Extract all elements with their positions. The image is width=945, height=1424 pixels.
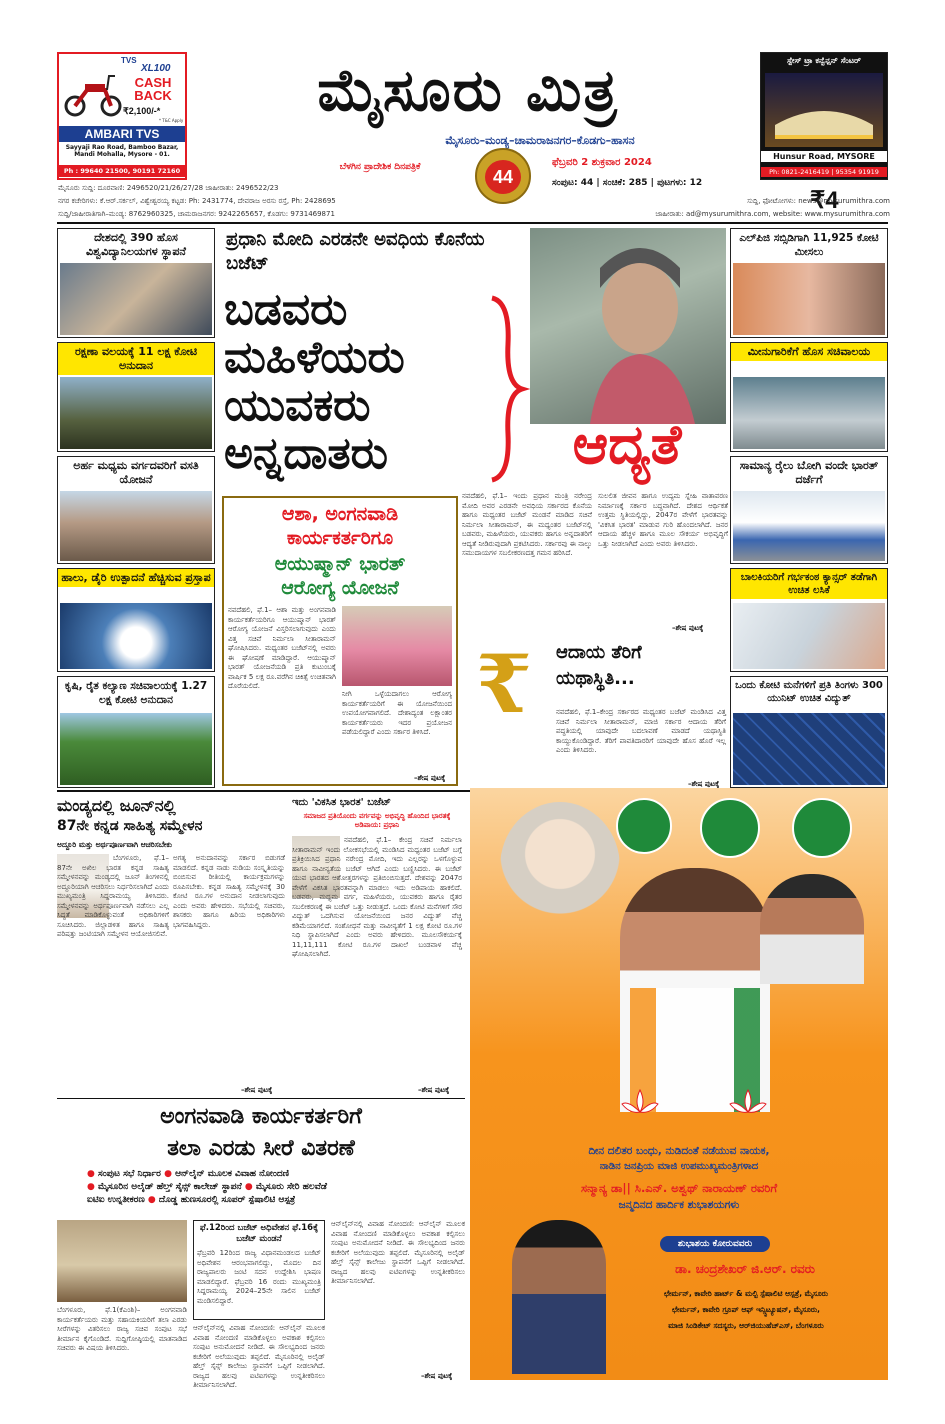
right-headline-5: ಒಂದು ಕೋಟಿ ಮನೆಗಳಿಗೆ ಪ್ರತಿ ತಿಂಗಳು 300 ಯುನಿಟ್ ಉಚಿತ ವಿದ್ಯುತ್ bbox=[735, 680, 883, 704]
tvs-model: XL100 bbox=[141, 63, 171, 74]
anniversary-number: 44 bbox=[485, 160, 521, 194]
viksit-subhead: ಸಮಾಜದ ಪ್ರತಿಯೊಂದು ವರ್ಗವನ್ನು ಅಭಿವೃದ್ಧಿ ಹೊಂದಿದ ಭಾರತಕ್ಕೆ ಅಡಿಪಾಯ: ಪ್ರಧಾನಿ bbox=[303, 812, 451, 829]
viksit-story[interactable] bbox=[292, 796, 462, 1096]
right-story-3[interactable] bbox=[730, 456, 888, 564]
saree-headline-2: ತಲಾ ಎರಡು ಸೀರೆ ವಿತರಣೆ bbox=[167, 1136, 355, 1161]
lead-kicker: ಪ್ರಧಾನಿ ಮೋದಿ ಎರಡನೇ ಅವಧಿಯ ಕೊನೆಯ ಬಜೆಟ್ bbox=[226, 229, 485, 274]
contact-line-3: ಸುದ್ದಿ/ಜಾಹೀರಾತಿಗಾಗಿ–ಮಂಡ್ಯ: 8762960325, ಚಾಮರಾಜನಗರ: 9242265657, ಕೊಡಗು: 9731469871 bbox=[58, 210, 335, 218]
left-headline-2: ರಕ್ಷಣಾ ವಲಯಕ್ಕೆ 11 ಲಕ್ಷ ಕೋಟಿ ಅನುದಾನ bbox=[58, 343, 214, 375]
finance-minister-photo bbox=[530, 228, 726, 424]
sahitya-subhead: ಅದ್ದೂರಿ ಮತ್ತು ಅರ್ಥಪೂರ್ಣವಾಗಿ ಆಚರಿಸಬೇಕು bbox=[57, 840, 173, 849]
milk-splash-photo bbox=[60, 603, 212, 669]
asha-line-1: ಆಶಾ, ಅಂಗನವಾಡಿ bbox=[281, 503, 399, 525]
left-headline-3: ಅರ್ಹ ಮಧ್ಯಮ ವರ್ಗದವರಿಗೆ ವಸತಿ ಯೋಜನೆ bbox=[73, 459, 199, 486]
lead-headline bbox=[224, 286, 494, 478]
convention-phone: Ph: 0821-2416419 | 95354 91919 bbox=[761, 167, 887, 177]
bullet-4: ಮೈಸೂರು ಸೇರಿ ಹಲವೆಡೆ bbox=[255, 1182, 327, 1192]
convention-photo bbox=[765, 73, 883, 147]
lead-body-1: ನವದೆಹಲಿ, ಫೆ.1– ಇಂದು ಪ್ರಧಾನ ಮಂತ್ರಿ ನರೇಂದ್ರ ಮೋದಿ ಅವರ ಎರಡನೇ ಅವಧಿಯ ಸರ್ಕಾರದ ಕೊನೆಯ ಹಾಗೂ ಮಧ್ಯಂತರ ಬಜೆಟ್ ಮಂಡನೆ ಮಾಡಿದ ಸಚಿವೆ ನಿರ್ಮಲಾ ಸೀತಾರಾಮನ್, ಈ ಮಧ್ಯಂತರ ಬಜೆಟ್‌ನಲ್ಲಿ ಬಡವರು, ಮಹಿಳೆಯರು, ಯುವಕರು ಹಾಗೂ ಅನ್ನದಾತರಿಗೆ ಆದ್ಯತೆ ನೀಡಿರುವುದಾಗಿ ಪ್ರಕಟಿಸಿದರು. ಸರ್ಕಾರವು ಈ ನಾಲ್ಕು ಸಮುದಾಯಗಳ ಸಬಲೀಕರಣದತ್ತ ಗಮನ ಹರಿಸಿದೆ. bbox=[462, 492, 592, 557]
convention-center-ad[interactable] bbox=[760, 52, 888, 180]
lpg-cylinder-photo bbox=[733, 263, 885, 335]
left-story-4[interactable] bbox=[57, 568, 215, 672]
budget-session-box[interactable] bbox=[193, 1220, 325, 1320]
sahitya-more[interactable]: –ಶೇಷ ಪುಟಕ್ಕೆ bbox=[241, 1086, 273, 1094]
convention-title: ಸ್ಪೇಸ್ ಟ್ರಾ ಕನ್ವೆನ್ಷನ್ ಸೆಂಟರ್ bbox=[787, 56, 861, 65]
asha-body-2: ನೀಗಿ ಒಳ್ಳೆಯದಾಗಲು ಆರೋಗ್ಯ ಕಾರ್ಯಕರ್ತೆಯರಿಗೆ ಈ ಯೋಜನೆಯಿಂದ ಉಪಯೋಗವಾಗಲಿದೆ. ದೇಶಾದ್ಯಂತ ಲಕ್ಷಾಂತರ ಕಾರ್ಯಕರ್ತೆಯರು ಇದರ ಪ್ರಯೋಜನ ಪಡೆಯಲಿದ್ದಾರೆ ಎಂದು ಸರ್ಕಾರ ತಿಳಿಸಿದೆ. bbox=[342, 690, 452, 736]
income-more[interactable]: –ಶೇಷ ಪುಟಕ್ಕೆ bbox=[688, 780, 720, 788]
saree-more[interactable]: –ಶೇಷ ಪುಟಕ್ಕೆ bbox=[421, 1372, 453, 1380]
asha-body: ನವದೆಹಲಿ, ಫೆ.1– ಆಶಾ ಮತ್ತು ಅಂಗನವಾಡಿ ಕಾರ್ಯಕರ್ತೆಯರಿಗೂ ಆಯುಷ್ಮಾನ್ ಭಾರತ್ ಆರೋಗ್ಯ ಯೋಜನೆ ವಿಸ್ತರಿಸಲಾಗುವುದು ಎಂದು ವಿತ್ತ ಸಚಿವೆ ನಿರ್ಮಲಾ ಸೀತಾರಾಮನ್ ಘೋಷಿಸಿದರು. ಮಧ್ಯಂತರ ಬಜೆಟ್‌ನಲ್ಲಿ ಅವರು ಈ ಘೋಷಣೆ ಮಾಡಿದ್ದಾರೆ. ಆಯುಷ್ಮಾನ್ ಭಾರತ್ ಯೋಜನೆಯಡಿ ಪ್ರತಿ ಕುಟುಂಬಕ್ಕೆ ವಾರ್ಷಿಕ 5 ಲಕ್ಷ ರೂ.ವರೆಗಿನ ಚಿಕಿತ್ಸೆ ಉಚಿತವಾಗಿ ದೊರೆಯಲಿದೆ. bbox=[228, 606, 336, 690]
asha-story[interactable] bbox=[222, 496, 458, 786]
left-story-1[interactable] bbox=[57, 228, 215, 338]
leader-portrait-4 bbox=[760, 874, 864, 984]
anniversary-emblem bbox=[475, 148, 531, 204]
bullet-1: ಸಂಪುಟ ಸಭೆ ನಿರ್ಧಾರ bbox=[98, 1169, 161, 1179]
wisher-title-2: ಛೇರ್ಮನ್, ಕಾವೇರಿ ಗ್ರೂಪ್ ಆಫ್ ಇನ್ಸ್ಟಿಟ್ಯೂಷನ್, ಮೈಸೂರು, bbox=[672, 1305, 820, 1314]
bullet-6: ದೊಡ್ಡ ಹುಣಸೂರಲ್ಲಿ ಸೂಪರ್ ಸ್ಪೆಷಾಲಿಟಿ ಆಸ್ಪತ್ರೆ bbox=[158, 1195, 296, 1205]
bullet-3: ಮೈಸೂರಿನ ಅಲೈಡ್ ಹೆಲ್ತ್ ಸೈನ್ಸ್ ಕಾಲೇಜ್ ಸ್ಥಾಪನೆ bbox=[98, 1182, 242, 1192]
sahitya-story[interactable] bbox=[57, 796, 285, 1096]
lead-line-1: ಬಡವರು bbox=[224, 284, 348, 335]
page-count: ಪುಟಗಳು: 12 bbox=[657, 178, 703, 188]
lead-line-4: ಅನ್ನದಾತರು bbox=[224, 428, 388, 479]
contact-line-1: ಮೈಸೂರು ಸುದ್ದಿ: ದೂರವಾಣಿ: 2496520/21/26/27/28 ಜಾಹೀರಾತು: 2496522/23 bbox=[58, 184, 279, 192]
lead-line-2: ಮಹಿಳೆಯರು bbox=[224, 332, 405, 383]
issue-date: ಫೆಬ್ರವರಿ 2 ಶುಕ್ರವಾರ 2024 bbox=[552, 157, 652, 168]
right-headline-1: ಎಲ್‌ಪಿಜಿ ಸಬ್ಸಿಡಿಗಾಗಿ 11,925 ಕೋಟಿ ಮೀಸಲು bbox=[739, 232, 879, 258]
income-headline-1: ಆದಾಯ ತೆರಿಗೆ bbox=[556, 642, 642, 663]
anganwadi-children-photo bbox=[57, 1220, 187, 1302]
asha-more[interactable]: –ಶೇಷ ಪುಟಕ್ಕೆ bbox=[414, 774, 446, 782]
ad-line-1: ದೀನ ದಲಿತರ ಬಂಧು, ನುಡಿದಂತೆ ನಡೆಯುವ ನಾಯಕ, bbox=[588, 1145, 770, 1157]
rupee-symbol: ₹ bbox=[476, 637, 532, 731]
ad-birthday-wish: ಜನ್ಮದಿನದ ಹಾರ್ದಿಕ ಶುಭಾಶಯಗಳು bbox=[618, 1199, 740, 1211]
dealer-address: Sayyaji Rao Road, Bamboo Bazar, Mandi Mohalla, Mysore - 01. bbox=[65, 144, 179, 158]
left-story-2[interactable] bbox=[57, 342, 215, 452]
right-headline-3: ಸಾಮಾನ್ಯ ರೈಲು ಬೋಗಿ ವಂದೇ ಭಾರತ್ ದರ್ಜೆಗೆ bbox=[739, 459, 879, 486]
sahitya-body-2: ಅಗತ್ಯ ಅನುದಾನವನ್ನು ಸರ್ಕಾರ ಬಿಡುಗಡೆ ಮಾಡಲಿದೆ. ಕನ್ನಡ ನಾಡು ನುಡಿಯ ಸಂಸ್ಕೃತಿಯನ್ನು ಬಿಂಬಿಸುವ ರೀತಿಯಲ್ಲಿ ಕಾರ್ಯಕ್ರಮಗಳನ್ನು ರೂಪಿಸಬೇಕು. ಕನ್ನಡ ಸಾಹಿತ್ಯ ಸಮ್ಮೇಳನಕ್ಕೆ 30 ಕೋಟಿ ರೂ.ಗಳ ಅನುದಾನ ನೀಡಲಾಗುವುದು ಎಂದು ಅವರು ಹೇಳಿದರು. ಸಭೆಯಲ್ಲಿ ಸಚಿವರು, ಶಾಸಕರು ಹಾಗೂ ಹಿರಿಯ ಅಧಿಕಾರಿಗಳು ಭಾಗವಹಿಸಿದ್ದರು. bbox=[173, 854, 285, 929]
left-headline-1: ದೇಶದಲ್ಲಿ 390 ಹೊಸ ವಿಶ್ವವಿದ್ಯಾನಿಲಯಗಳ ಸ್ಥಾಪನೆ bbox=[86, 231, 186, 258]
masthead-subtitle: ಮೈಸೂರು–ಮಂಡ್ಯ–ಚಾಮರಾಜನಗರ–ಕೊಡಗು–ಹಾಸನ bbox=[445, 134, 635, 147]
wisher-portrait bbox=[512, 1220, 606, 1374]
cashback-amount: ₹2,100/-* bbox=[123, 106, 161, 116]
news-email[interactable]: ಸುದ್ದಿ, ಫೋಟೋಗಳು: news@mysurumithra.com bbox=[747, 197, 890, 205]
wisher-title-3: ಮಾಜಿ ಸಿಂಡಿಕೇಟ್ ಸದಸ್ಯರು, ಆರ್‌ಜಿಯುಹೆಚ್‌ಎಸ್, ಬೆಂಗಳೂರು bbox=[668, 1321, 824, 1330]
ad-line-2: ನಾಡಿನ ಜನಪ್ರಿಯ ಮಾಜಿ ಉಪಮುಖ್ಯಮಂತ್ರಿಗಳಾದ bbox=[599, 1161, 759, 1172]
birthday-ad[interactable] bbox=[470, 788, 888, 1380]
solar-panels-photo bbox=[733, 713, 885, 785]
lotus-icon-2 bbox=[728, 1088, 768, 1116]
tc-note: * T&C Apply bbox=[159, 118, 184, 123]
city-housing-photo bbox=[60, 491, 212, 561]
anganwadi-workers-photo bbox=[342, 606, 452, 686]
right-story-5[interactable] bbox=[730, 676, 888, 788]
vaccine-photo bbox=[733, 603, 885, 669]
leader-portrait-2 bbox=[700, 798, 760, 858]
left-headline-5: ಕೃಷಿ, ರೈತ ಕಲ್ಯಾಣ ಸಚಿವಾಲಯಕ್ಕೆ 1.27 ಲಕ್ಷ ಕೋಟಿ ಅನುದಾನ bbox=[64, 680, 208, 706]
volume-label: ಸಂಪುಟ: 44 bbox=[552, 178, 594, 188]
lead-emphasis: ಆದ್ಯತೆ bbox=[572, 413, 682, 476]
convention-location: Hunsur Road, MYSORE bbox=[761, 151, 887, 162]
defence-missiles-photo bbox=[60, 377, 212, 449]
asha-line-4: ಆರೋಗ್ಯ ಯೋಜನೆ bbox=[281, 577, 399, 599]
left-story-3[interactable] bbox=[57, 456, 215, 564]
wisher-title-1: ಛೇರ್ಮನ್, ಕಾವೇರಿ ಹಾರ್ಟ್ & ಮಲ್ಟಿ ಸ್ಪೆಷಾಲಿಟಿ ಆಸ್ಪತ್ರೆ, ಮೈಸೂರು bbox=[664, 1289, 828, 1298]
wishers-label: ಶುಭಾಶಯ ಕೋರುವವರು bbox=[660, 1236, 770, 1252]
vande-bharat-train-photo bbox=[733, 491, 885, 561]
saree-body-2: ಆನ್‌ಲೈನ್‌ನಲ್ಲಿ ವಿವಾಹ ನೋಂದಣಿ: ಆನ್‌ಲೈನ್ ಮೂಲಕ ವಿವಾಹ ನೋಂದಣಿ ಮಾಡಿಕೊಳ್ಳಲು ಅವಕಾಶ ಕಲ್ಪಿಸಲು ಸಂಪುಟ ಅನುಮೋದನೆ ನೀಡಿದೆ. ಈ ಸೌಲಭ್ಯದಿಂದ ಜನರು ಕಚೇರಿಗೆ ಅಲೆಯುವುದು ತಪ್ಪಲಿದೆ. ಮೈಸೂರಿನಲ್ಲಿ ಅಲೈಡ್ ಹೆಲ್ತ್ ಸೈನ್ಸ್ ಕಾಲೇಜು ಸ್ಥಾಪನೆಗೆ ಒಪ್ಪಿಗೆ ನೀಡಲಾಗಿದೆ. ರಾಜ್ಯದ ಹಲವು ಐಟಿಐಗಳನ್ನು ಉನ್ನತೀಕರಿಸಲು ತೀರ್ಮಾನಿಸಲಾಗಿದೆ. bbox=[193, 1324, 325, 1389]
contact-line-2: ನಗರ ಕಚೇರಿಗಳು: ಕೆ.ಆರ್.ಸರ್ಕಲ್, ವಿಶ್ವೇಶ್ವರಯ್ಯ ಕಟ್ಟಡ: Ph: 2431774, ದೇವರಾಜ ಅರಸು ರಸ್ತೆ, Ph: 2428695 bbox=[58, 197, 336, 205]
ad-email[interactable]: ಜಾಹೀರಾತು: ad@mysurumithra.com, website: www.mysurumithra.com bbox=[655, 210, 890, 218]
lotus-icon bbox=[620, 1088, 660, 1116]
left-story-5[interactable] bbox=[57, 676, 215, 788]
right-story-4[interactable] bbox=[730, 568, 888, 672]
right-news-column bbox=[730, 228, 888, 788]
dealer-phone: Ph : 99640 21500, 90191 72160 bbox=[59, 165, 185, 177]
modi-portrait bbox=[500, 802, 620, 932]
asha-line-3: ಆಯುಷ್ಮಾನ್ ಭಾರತ್ bbox=[274, 553, 406, 575]
sahitya-headline-2: 87ನೇ ಕನ್ನಡ ಸಾಹಿತ್ಯ ಸಮ್ಮೇಳನ bbox=[57, 818, 203, 834]
lead-body-2: ಸುಲಲಿತ ಜೀವನ ಹಾಗೂ ಉದ್ಯಮ ಸ್ನೇಹಿ ವಾತಾವರಣ ನಿರ್ಮಾಣಕ್ಕೆ ಸರ್ಕಾರ ಬದ್ಧವಾಗಿದೆ. ದೇಶದ ಆರ್ಥಿಕತೆ ಉತ್ತಮ ಸ್ಥಿತಿಯಲ್ಲಿದ್ದು, 2047ರ ವೇಳೆಗೆ ಭಾರತವನ್ನು 'ವಿಕಸಿತ ಭಾರತ' ಮಾಡುವ ಗುರಿ ಹೊಂದಲಾಗಿದೆ. ಜನರ ಆದಾಯ ಹೆಚ್ಚಳ ಹಾಗೂ ಮೂಲ ಸೌಕರ್ಯ ಅಭಿವೃದ್ಧಿಗೆ ಒತ್ತು ನೀಡಲಾಗಿದೆ ಎಂದು ಅವರು ತಿಳಿಸಿದರು. bbox=[598, 492, 728, 548]
dealer-name: AMBARI TVS bbox=[59, 126, 185, 142]
bullet-2: ಆನ್‌ಲೈನ್ ಮೂಲಕ ವಿವಾಹ ನೋಂದಣಿ bbox=[175, 1169, 290, 1179]
students-exam-photo bbox=[60, 263, 212, 335]
bullet-5: ಐಟಿಐ ಉನ್ನತೀಕರಣ bbox=[87, 1195, 145, 1205]
sahitya-headline-1: ಮಂಡ್ಯದಲ್ಲಿ ಜೂನ್‌ನಲ್ಲಿ bbox=[57, 796, 176, 815]
income-tax-story[interactable] bbox=[462, 636, 728, 788]
income-headline-2: ಯಥಾಸ್ಥಿತಿ... bbox=[556, 668, 635, 689]
tvs-brand: TVS bbox=[121, 56, 137, 65]
issue-info: ಸಂಪುಟ: 44 | ಸಂಚಿಕೆ: 285 | ಪುಟಗಳು: 12 bbox=[552, 178, 703, 188]
viksit-headline: ಇದು 'ವಿಕಸಿತ ಭಾರತ' ಬಜೆಟ್ bbox=[292, 797, 391, 808]
left-headline-4: ಹಾಲು, ಡೈರಿ ಉತ್ಪಾದನೆ ಹೆಚ್ಚಿಸುವ ಪ್ರಸ್ತಾಪ bbox=[58, 569, 214, 587]
right-headline-2: ಮೀನುಗಾರಿಕೆಗೆ ಹೊಸ ಸಚಿವಾಲಯ bbox=[731, 343, 887, 361]
lower-divider bbox=[57, 1098, 465, 1099]
viksit-body: ನವದೆಹಲಿ, ಫೆ.1– ಕೇಂದ್ರ ಸಚಿವೆ ನಿರ್ಮಲಾ ಸೀತಾರಾಮನ್ ಇಂದು ಲೋಕಸಭೆಯಲ್ಲಿ ಮಂಡಿಸಿದ ಮಧ್ಯಂತರ ಬಜೆಟ್ ಬಗ್ಗೆ ಪ್ರತಿಕ್ರಿಯಿಸಿದ ಪ್ರಧಾನಿ ನರೇಂದ್ರ ಮೋದಿ, ಇದು ಎಲ್ಲರನ್ನು ಒಳಗೊಳ್ಳುವ ಹಾಗೂ ನಾವೀನ್ಯತೆಯ ಬಜೆಟ್ ಆಗಿದೆ ಎಂದು ಬಣ್ಣಿಸಿದರು. ಈ ಬಜೆಟ್ ಯುವ ಭಾರತದ ಆಶೋತ್ತರಗಳನ್ನು ಪ್ರತಿಬಿಂಬಿಸುತ್ತದೆ. ದೇಶವನ್ನು 2047ರ ವೇಳೆಗೆ ವಿಕಸಿತ ಭಾರತವನ್ನಾಗಿ ಮಾಡಲು ಇದು ಅಡಿಪಾಯ ಹಾಕಲಿದೆ. ಬಡವರು, ಮಧ್ಯಮ ವರ್ಗ, ಮಹಿಳೆಯರು, ಯುವಕರು ಹಾಗೂ ರೈತರ ಸಬಲೀಕರಣಕ್ಕೆ ಈ ಬಜೆಟ್ ಒತ್ತು ನೀಡುತ್ತದೆ. ಒಂದು ಕೋಟಿ ಮನೆಗಳಿಗೆ ಸೌರ ವಿದ್ಯುತ್ ಒದಗಿಸುವ ಯೋಜನೆಯಿಂದ ಜನರ ವಿದ್ಯುತ್ ವೆಚ್ಚ ಕಡಿಮೆಯಾಗಲಿದೆ. ಸಂಶೋಧನೆ ಮತ್ತು ನಾವೀನ್ಯತೆಗೆ 1 ಲಕ್ಷ ಕೋಟಿ ರೂ.ಗಳ ನಿಧಿ ಸ್ಥಾಪಿಸಲಾಗಿದೆ ಎಂದು ಅವರು ಹೇಳಿದರು. ಮೂಲಸೌಕರ್ಯಕ್ಕೆ 11,11,111 ಕೋಟಿ ರೂ.ಗಳ ದಾಖಲೆ ಬಂಡವಾಳ ವೆಚ್ಚ ಘೋಷಿಸಲಾಗಿದೆ. bbox=[292, 836, 462, 958]
saree-story[interactable] bbox=[57, 1102, 465, 1389]
saree-headline-1: ಅಂಗನವಾಡಿ ಕಾರ್ಯಕರ್ತರಿಗೆ bbox=[160, 1104, 362, 1129]
right-story-1[interactable] bbox=[730, 228, 888, 338]
leader-portrait-3 bbox=[792, 798, 852, 858]
lead-brace bbox=[488, 294, 524, 484]
viksit-more[interactable]: –ಶೇಷ ಪುಟಕ್ಕೆ bbox=[418, 1086, 450, 1094]
lead-line-3: ಯುವಕರು bbox=[224, 380, 371, 431]
left-news-column bbox=[57, 228, 215, 788]
lead-more[interactable]: –ಶೇಷ ಪುಟಕ್ಕೆ bbox=[672, 624, 704, 632]
scooter-image bbox=[63, 66, 123, 118]
tvs-ad[interactable] bbox=[57, 52, 187, 180]
fisheries-photo bbox=[733, 377, 885, 449]
asha-line-2: ಕಾರ್ಯಕರ್ತರಿಗೂ bbox=[286, 527, 394, 549]
leader-portrait-1 bbox=[616, 798, 672, 854]
saree-body-3: ಆನ್‌ಲೈನ್‌ನಲ್ಲಿ ವಿವಾಹ ನೋಂದಣಿ: ಆನ್‌ಲೈನ್ ಮೂಲಕ ವಿವಾಹ ನೋಂದಣಿ ಮಾಡಿಕೊಳ್ಳಲು ಅವಕಾಶ ಕಲ್ಪಿಸಲು ಸಂಪುಟ ಅನುಮೋದನೆ ನೀಡಿದೆ. ಈ ಸೌಲಭ್ಯದಿಂದ ಜನರು ಕಚೇರಿಗೆ ಅಲೆಯುವುದು ತಪ್ಪಲಿದೆ. ಮೈಸೂರಿನಲ್ಲಿ ಅಲೈಡ್ ಹೆಲ್ತ್ ಸೈನ್ಸ್ ಕಾಲೇಜು ಸ್ಥಾಪನೆಗೆ ಒಪ್ಪಿಗೆ ನೀಡಲಾಗಿದೆ. ರಾಜ್ಯದ ಹಲವು ಐಟಿಐಗಳನ್ನು ಉನ್ನತೀಕರಿಸಲು ತೀರ್ಮಾನಿಸಲಾಗಿದೆ. bbox=[331, 1220, 465, 1285]
wisher-name: ಡಾ. ಚಂದ್ರಶೇಖರ್ ಜಿ.ಆರ್. ರವರು bbox=[675, 1262, 815, 1276]
masthead-tagline: ಬೆಳಗಿನ ಪ್ರಾದೇಶಿಕ ದಿನಪತ್ರಿಕೆ bbox=[339, 162, 421, 172]
budget-box-body: ಫೆಬ್ರವರಿ 12ರಿಂದ ರಾಜ್ಯ ವಿಧಾನಮಂಡಲದ ಬಜೆಟ್ ಅಧಿವೇಶನ ಆರಂಭವಾಗಲಿದ್ದು, ಮೊದಲ ದಿನ ರಾಜ್ಯಪಾಲರು ಜಂಟಿ ಸದನ ಉದ್ದೇಶಿಸಿ ಭಾಷಣ ಮಾಡಲಿದ್ದಾರೆ. ಫೆಬ್ರವರಿ 16 ರಂದು ಮುಖ್ಯಮಂತ್ರಿ ಸಿದ್ದರಾಮಯ್ಯ 2024–25ನೇ ಸಾಲಿನ ಬಜೆಟ್ ಮಂಡಿಸಲಿದ್ದಾರೆ. bbox=[197, 1249, 321, 1305]
cashback-badge: CASH BACK bbox=[134, 75, 172, 103]
farm-field-photo bbox=[60, 713, 212, 785]
right-headline-4: ಬಾಲಕಿಯರಿಗೆ ಗರ್ಭಕಂಠ ಕ್ಯಾನ್ಸರ್ ತಡೆಗಾಗಿ ಉಚಿತ ಲಸಿಕೆ bbox=[731, 569, 887, 599]
sahitya-body-1: ಬೆಂಗಳೂರು, ಫೆ.1– 87ನೇ ಅಖಿಲ ಭಾರತ ಕನ್ನಡ ಸಾಹಿತ್ಯ ಸಮ್ಮೇಳನವನ್ನು ಮಂಡ್ಯದಲ್ಲಿ ಜೂನ್ ತಿಂಗಳಿನಲ್ಲಿ ಅದ್ದೂರಿಯಾಗಿ ಆಚರಿಸಲು ನಿರ್ಧರಿಸಲಾಗಿದೆ ಎಂದು ಮುಖ್ಯಮಂತ್ರಿ ಸಿದ್ದರಾಮಯ್ಯ ತಿಳಿಸಿದರು. ಸಮ್ಮೇಳನವನ್ನು ಅರ್ಥಪೂರ್ಣವಾಗಿ ನಡೆಸಲು ಎಲ್ಲ ಸಿದ್ಧತೆ ಮಾಡಿಕೊಳ್ಳುವಂತೆ ಅಧಿಕಾರಿಗಳಿಗೆ ಸೂಚಿಸಿದರು. ಜಿಲ್ಲಾಡಳಿತ ಹಾಗೂ ಸಾಹಿತ್ಯ ಪರಿಷತ್ತು ಜಂಟಿಯಾಗಿ ಸಮ್ಮೇಳನ ಆಯೋಜಿಸಲಿವೆ. bbox=[57, 854, 169, 938]
income-body: ನವದೆಹಲಿ, ಫೆ.1–ಕೇಂದ್ರ ಸರ್ಕಾರದ ಮಧ್ಯಂತರ ಬಜೆಟ್ ಮಂಡಿಸಿದ ವಿತ್ತ ಸಚಿವೆ ನಿರ್ಮಲಾ ಸೀತಾರಾಮನ್, ಮಾಜಿ ಸರ್ಕಾರ ಆದಾಯ ತೆರಿಗೆ ಪದ್ಧತಿಯಲ್ಲಿ ಯಾವುದೇ ಬದಲಾವಣೆ ಮಾಡದೆ ಯಥಾಸ್ಥಿತಿ ಕಾಯ್ದುಕೊಂಡಿದ್ದಾರೆ. ತೆರಿಗೆ ಪಾವತಿದಾರರಿಗೆ ಯಾವುದೇ ಹೊಸ ಹೊರೆ ಇಲ್ಲ ಎಂದು ತಿಳಿಸಿದರು. bbox=[556, 708, 726, 754]
budget-box-title: ಫೆ.12ರಿಂದ ಬಜೆಟ್ ಅಧಿವೇಶನ ಫೆ.16ಕ್ಕೆ ಬಜೆಟ್ ಮಂಡನೆ bbox=[199, 1223, 319, 1244]
right-story-2[interactable] bbox=[730, 342, 888, 452]
saree-bullets: ● ಸಂಪುಟ ಸಭೆ ನಿರ್ಧಾರ ● ಆನ್‌ಲೈನ್ ಮೂಲಕ ವಿವಾಹ ನೋಂದಣಿ ● ಮೈಸೂರಿನ ಅಲೈಡ್ ಹೆಲ್ತ್ ಸೈನ್ಸ್ ಕಾಲೇಜ್ ಸ್ಥಾಪನೆ ● ಮೈಸೂರು ಸೇರಿ ಹಲವೆಡೆ ಐಟಿಐ ಉನ್ನತೀಕರಣ ● ದೊಡ್ಡ ಹುಣಸೂರಲ್ಲಿ ಸೂಪರ್ ಸ್ಪೆಷಾಲಿಟಿ ಆಸ್ಪತ್ರೆ bbox=[87, 1169, 327, 1205]
issue-number: ಸಂಚಿಕೆ: 285 bbox=[602, 178, 648, 188]
masthead-divider bbox=[57, 222, 888, 224]
saree-body-1: ಬೆಂಗಳೂರು, ಫೆ.1(ಕೆಎಂಶಿ)– ಅಂಗನವಾಡಿ ಕಾರ್ಯಕರ್ತೆಯರು ಮತ್ತು ಸಹಾಯಕಿಯರಿಗೆ ತಲಾ ಎರಡು ಸೀರೆಗಳನ್ನು ವಿತರಿಸಲು ರಾಜ್ಯ ಸಚಿವ ಸಂಪುಟ ಸಭೆ ತೀರ್ಮಾನ ಕೈಗೊಂಡಿದೆ. ಸುದ್ದಿಗೋಷ್ಠಿಯಲ್ಲಿ ಮಾತನಾಡಿದ ಸಚಿವರು ಈ ವಿಷಯ ತಿಳಿಸಿದರು. bbox=[57, 1306, 187, 1352]
ad-honoree-name: ಸನ್ಮಾನ್ಯ ಡಾ|| ಸಿ.ಎನ್. ಅಶ್ವಥ್ ನಾರಾಯಣ್ ರವರಿಗೆ bbox=[580, 1181, 778, 1195]
price-tag: ₹4 bbox=[810, 187, 839, 214]
masthead-title: ಮೈಸೂರು ಮಿತ್ರ bbox=[317, 56, 619, 124]
